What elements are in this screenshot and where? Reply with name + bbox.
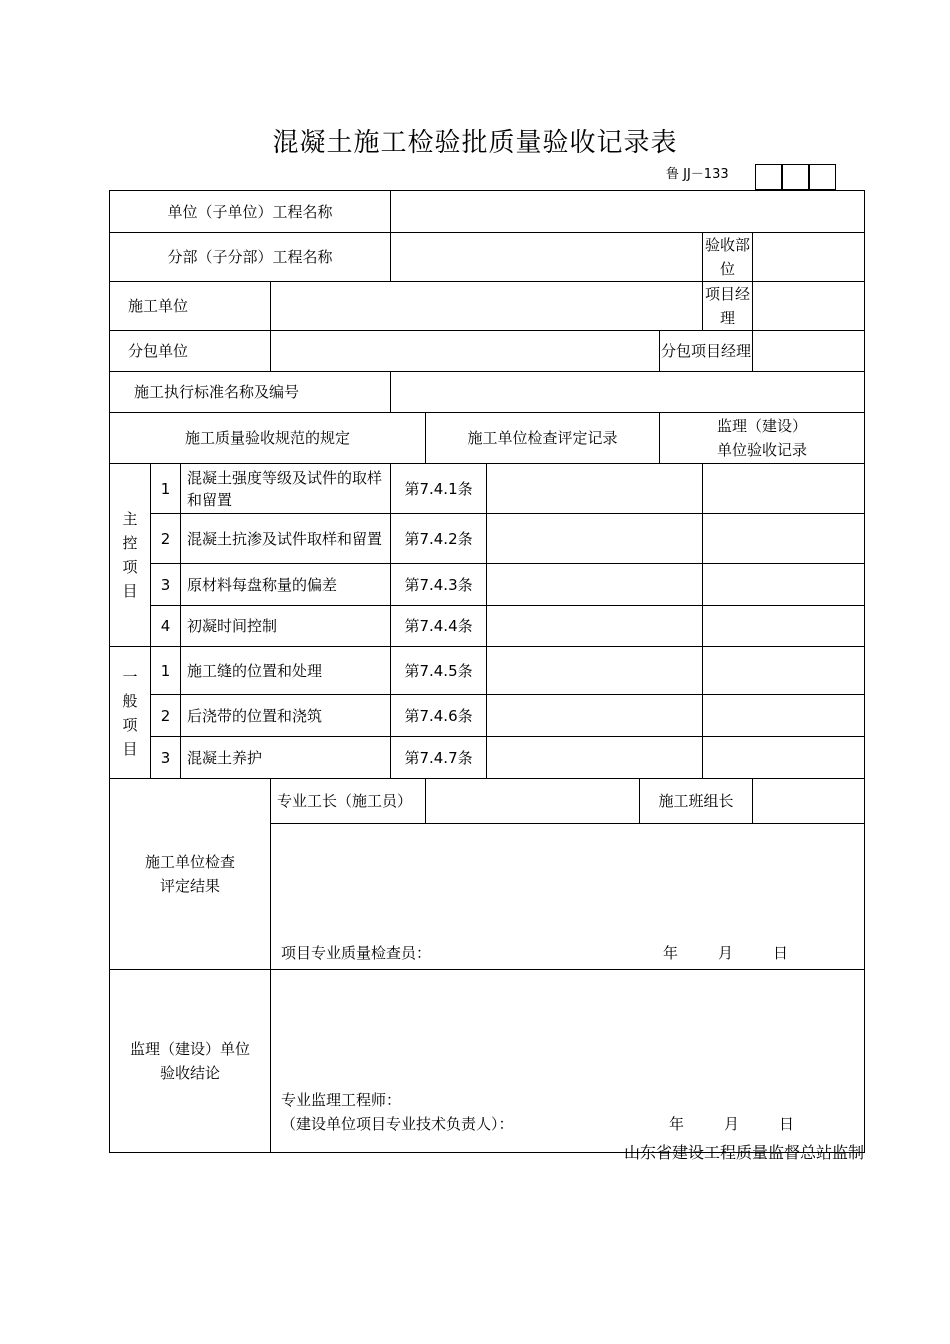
team-leader-label: 施工班组长 bbox=[640, 779, 753, 824]
item-description: 施工缝的位置和处理 bbox=[181, 647, 391, 695]
item-number: 4 bbox=[151, 606, 181, 647]
check-record-cell[interactable] bbox=[487, 695, 703, 737]
supervision-record-cell[interactable] bbox=[703, 606, 865, 647]
item-number: 1 bbox=[151, 647, 181, 695]
sub-project-label: 分部（子分部）工程名称 bbox=[110, 233, 391, 282]
acceptance-part-label: 验收部位 bbox=[703, 233, 753, 282]
project-manager-label: 项目经理 bbox=[703, 282, 753, 331]
unit-project-label: 单位（子单位）工程名称 bbox=[110, 191, 391, 233]
item-description: 混凝土养护 bbox=[181, 737, 391, 779]
check-record-cell[interactable] bbox=[487, 464, 703, 514]
check-record-cell[interactable] bbox=[487, 606, 703, 647]
code-box-1[interactable] bbox=[755, 164, 782, 190]
team-leader-field[interactable] bbox=[753, 779, 865, 824]
supervision-record-cell[interactable] bbox=[703, 514, 865, 564]
subcontract-unit-label: 分包单位 bbox=[110, 331, 271, 372]
spec-column-header: 施工质量验收规范的规定 bbox=[110, 413, 426, 464]
item-description: 初凝时间控制 bbox=[181, 606, 391, 647]
item-number: 3 bbox=[151, 564, 181, 606]
check-record-column-header: 施工单位检查评定记录 bbox=[426, 413, 660, 464]
item-number: 1 bbox=[151, 464, 181, 514]
construction-unit-label: 施工单位 bbox=[110, 282, 271, 331]
project-manager-field[interactable] bbox=[753, 282, 865, 331]
standard-field[interactable] bbox=[391, 372, 865, 413]
item-clause: 第7.4.2条 bbox=[391, 514, 487, 564]
supervision-record-cell[interactable] bbox=[703, 464, 865, 514]
check-record-cell[interactable] bbox=[487, 514, 703, 564]
foreman-label: 专业工长（施工员） bbox=[271, 779, 426, 824]
record-table bbox=[109, 190, 865, 1153]
construction-result-area[interactable] bbox=[271, 824, 865, 970]
inspection-date[interactable]: 年 月 日 bbox=[663, 944, 789, 962]
foreman-field[interactable] bbox=[426, 779, 640, 824]
item-number: 3 bbox=[151, 737, 181, 779]
sub-project-field[interactable] bbox=[391, 233, 703, 282]
supervision-record-cell[interactable] bbox=[703, 695, 865, 737]
supervision-header-line1: 监理（建设） bbox=[717, 417, 808, 435]
supervision-conclusion-area[interactable] bbox=[271, 970, 865, 1153]
unit-project-field[interactable] bbox=[391, 191, 865, 233]
item-clause: 第7.4.1条 bbox=[391, 464, 487, 514]
check-record-cell[interactable] bbox=[487, 564, 703, 606]
supervision-record-cell[interactable] bbox=[703, 564, 865, 606]
item-clause: 第7.4.4条 bbox=[391, 606, 487, 647]
supervision-record-cell[interactable] bbox=[703, 737, 865, 779]
item-clause: 第7.4.6条 bbox=[391, 695, 487, 737]
subcontract-manager-label: 分包项目经理 bbox=[660, 331, 753, 372]
standard-label: 施工执行标准名称及编号 bbox=[110, 372, 391, 413]
check-record-cell[interactable] bbox=[487, 647, 703, 695]
acceptance-part-field[interactable] bbox=[753, 233, 865, 282]
subcontract-manager-field[interactable] bbox=[753, 331, 865, 372]
general-group-label: 一 般 项 目 bbox=[110, 647, 151, 779]
inspector-label: 项目专业质量检查员： bbox=[281, 944, 432, 962]
supervision-conclusion-label: 监理（建设）单位 验收结论 bbox=[110, 970, 271, 1153]
item-description: 原材料每盘称量的偏差 bbox=[181, 564, 391, 606]
construction-unit-field[interactable] bbox=[271, 282, 703, 331]
item-clause: 第7.4.3条 bbox=[391, 564, 487, 606]
item-description: 混凝土强度等级及试件的取样和留置 bbox=[181, 464, 391, 514]
supervision-date[interactable]: 年 月 日 bbox=[669, 1115, 795, 1133]
item-description: 混凝土抗渗及试件取样和留置 bbox=[181, 514, 391, 564]
supervision-record-cell[interactable] bbox=[703, 647, 865, 695]
engineer-label: 专业监理工程师： bbox=[281, 1091, 402, 1109]
footer-issuer: 山东省建设工程质量监督总站监制 bbox=[623, 1143, 864, 1162]
supervision-header-line2: 单位验收记录 bbox=[717, 441, 808, 459]
construction-result-label: 施工单位检查 评定结果 bbox=[110, 779, 271, 970]
item-clause: 第7.4.7条 bbox=[391, 737, 487, 779]
form-code: 鲁 JJ－133 bbox=[666, 167, 729, 182]
item-number: 2 bbox=[151, 514, 181, 564]
subcontract-unit-field[interactable] bbox=[271, 331, 660, 372]
main-control-group-label: 主 控 项 目 bbox=[110, 464, 151, 647]
supervision-column-header bbox=[660, 413, 865, 464]
check-record-cell[interactable] bbox=[487, 737, 703, 779]
item-description: 后浇带的位置和浇筑 bbox=[181, 695, 391, 737]
code-box-3[interactable] bbox=[809, 164, 836, 190]
owner-label: （建设单位项目专业技术负责人）： bbox=[281, 1115, 514, 1133]
code-box-2[interactable] bbox=[782, 164, 809, 190]
page-title: 混凝土施工检验批质量验收记录表 bbox=[272, 128, 678, 158]
item-clause: 第7.4.5条 bbox=[391, 647, 487, 695]
item-number: 2 bbox=[151, 695, 181, 737]
